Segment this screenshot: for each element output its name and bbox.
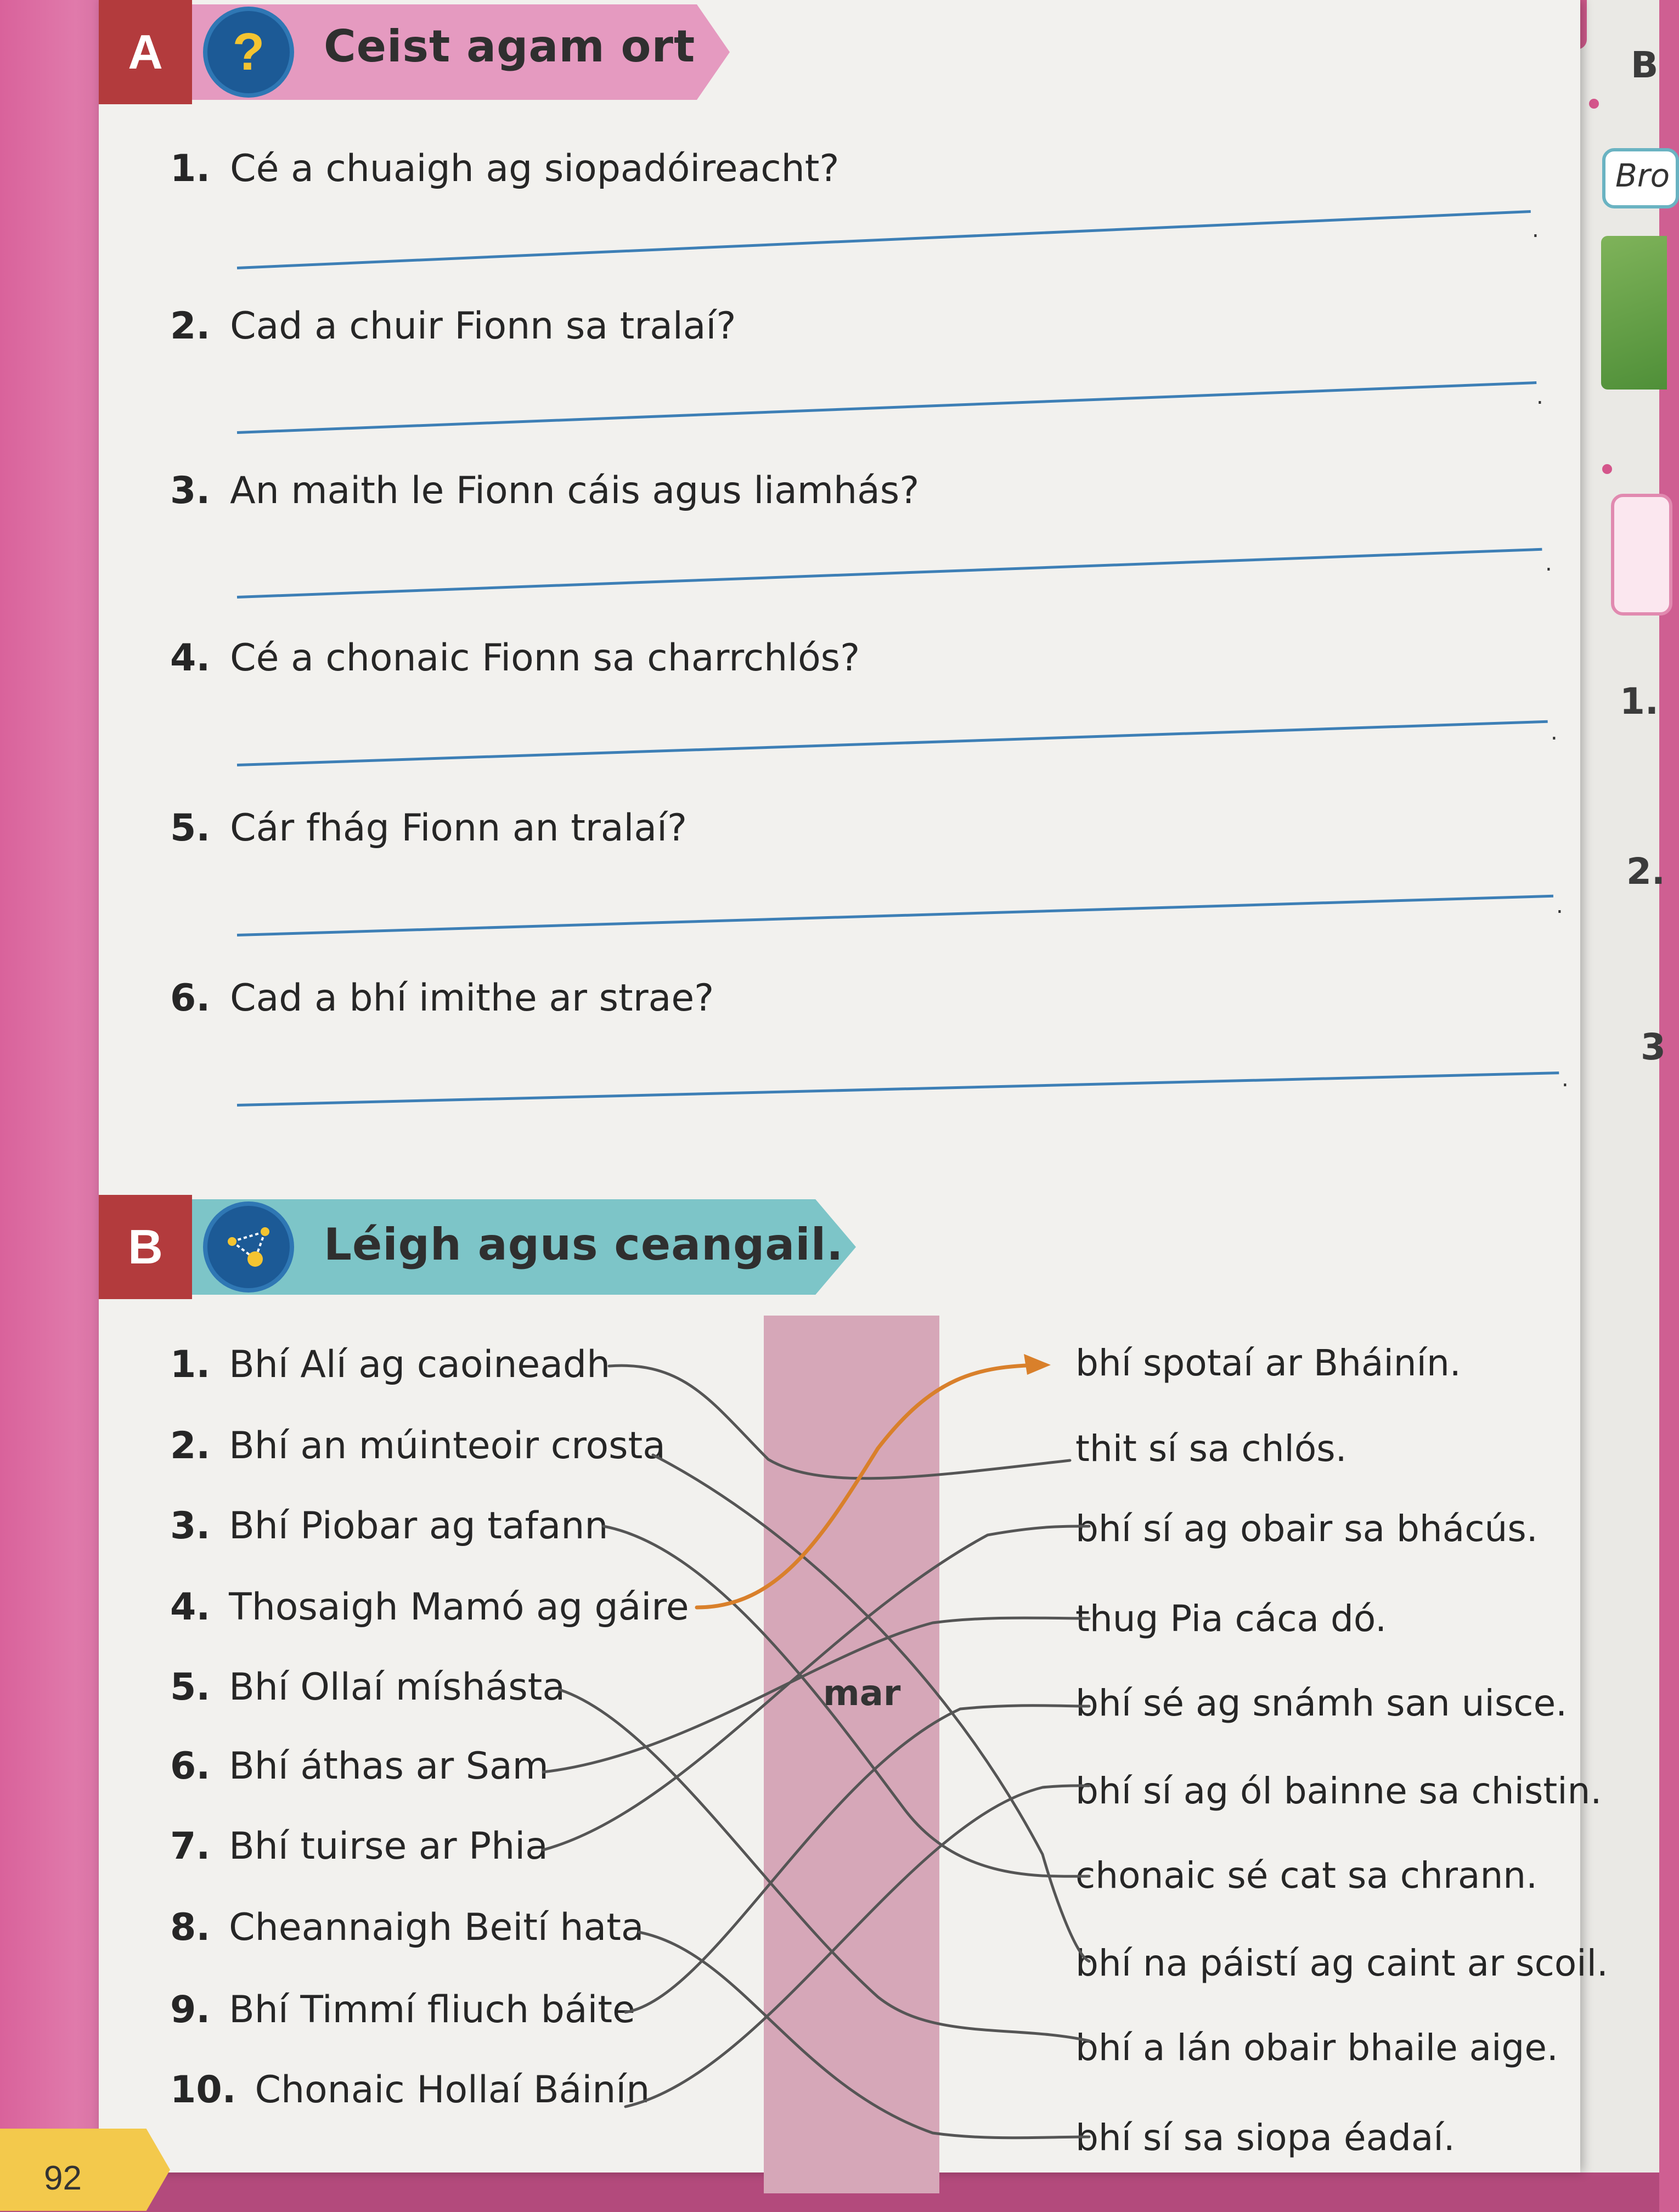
section-b-title: Léigh agus ceangail.	[324, 1219, 844, 1270]
match-left-item-1: 1. Bhí Alí ag caoineadh	[170, 1343, 611, 1386]
match-left-item-4: 4. Thosaigh Mamó ag gáire	[170, 1585, 689, 1629]
page-number: 92	[44, 2159, 82, 2197]
match-right-item-9: bhí a lán obair bhaile aige.	[1075, 2027, 1558, 2069]
question-4: 4. Cé a chonaic Fionn sa charrchlós?	[170, 636, 860, 680]
answer-full-stop: .	[1536, 384, 1543, 409]
answer-full-stop: .	[1556, 893, 1563, 918]
match-right-item-3: bhí sí ag obair sa bhácús.	[1075, 1508, 1538, 1550]
question-6: 6. Cad a bhí imithe ar strae?	[170, 977, 714, 1020]
example-arrow-head	[1024, 1354, 1051, 1375]
section-a-letter: A	[99, 0, 192, 104]
match-left-item-7: 7. Bhí tuirse ar Phia	[170, 1825, 548, 1868]
match-left-item-9: 9. Bhí Timmí fliuch báite	[170, 1988, 635, 2032]
example-arrow-line	[697, 1365, 1043, 1607]
match-right-item-10: bhí sí sa siopa éadaí.	[1075, 2117, 1455, 2159]
match-left-item-3: 3. Bhí Piobar ag tafann	[170, 1504, 609, 1548]
question-5: 5. Cár fhág Fionn an tralaí?	[170, 806, 688, 850]
next-page-number: 2.	[1626, 850, 1665, 893]
question-2: 2. Cad a chuir Fionn sa tralaí?	[170, 304, 736, 348]
match-right-item-4: thug Pia cáca dó.	[1075, 1598, 1387, 1640]
match-right-item-6: bhí sí ag ól bainne sa chistin.	[1075, 1770, 1602, 1812]
question-3: 3. An maith le Fionn cáis agus liamhás?	[170, 469, 920, 512]
drawn-line	[604, 1526, 1089, 1876]
next-page-speech-bubble: Bro	[1602, 148, 1679, 208]
drawn-line	[626, 1706, 1089, 2012]
match-right-item-2: thit sí sa chlós.	[1075, 1427, 1347, 1470]
drawn-line	[626, 1786, 1089, 2107]
answer-full-stop: .	[1545, 551, 1552, 576]
match-left-item-8: 8. Cheannaigh Beití hata	[170, 1906, 644, 1949]
drawn-line	[639, 1932, 1089, 2138]
section-b-letter: B	[99, 1195, 192, 1299]
next-page-letter: B	[1631, 44, 1659, 86]
answer-full-stop: .	[1532, 217, 1539, 242]
match-right-item-5: bhí sé ag snámh san uisce.	[1075, 1682, 1568, 1724]
drawn-line	[560, 1690, 1089, 2041]
match-right-item-8: bhí na páistí ag caint ar scoil.	[1075, 1942, 1608, 1984]
answer-full-stop: .	[1562, 1066, 1569, 1092]
match-right-item-1: bhí spotaí ar Bháinín.	[1075, 1342, 1461, 1384]
next-page-number: 1.	[1620, 680, 1659, 723]
question-mark-icon: ?	[203, 7, 294, 98]
match-right-item-7: chonaic sé cat sa chrann.	[1075, 1854, 1538, 1897]
page-number-tab	[0, 2129, 170, 2211]
drawn-line	[609, 1365, 1070, 1479]
answer-full-stop: .	[1551, 720, 1558, 745]
match-left-item-10: 10. Chonaic Hollaí Báinín	[170, 2068, 650, 2112]
next-page-number: 3	[1641, 1026, 1666, 1068]
question-1: 1. Cé a chuaigh ag siopadóireacht?	[170, 147, 840, 190]
match-left-item-5: 5. Bhí Ollaí míshásta	[170, 1666, 565, 1709]
match-left-item-2: 2. Bhí an múinteoir crosta	[170, 1424, 666, 1468]
section-a-title: Ceist agam ort	[324, 21, 696, 72]
match-left-item-6: 6. Bhí áthas ar Sam	[170, 1745, 549, 1788]
connector-word: mar	[823, 1673, 901, 1714]
